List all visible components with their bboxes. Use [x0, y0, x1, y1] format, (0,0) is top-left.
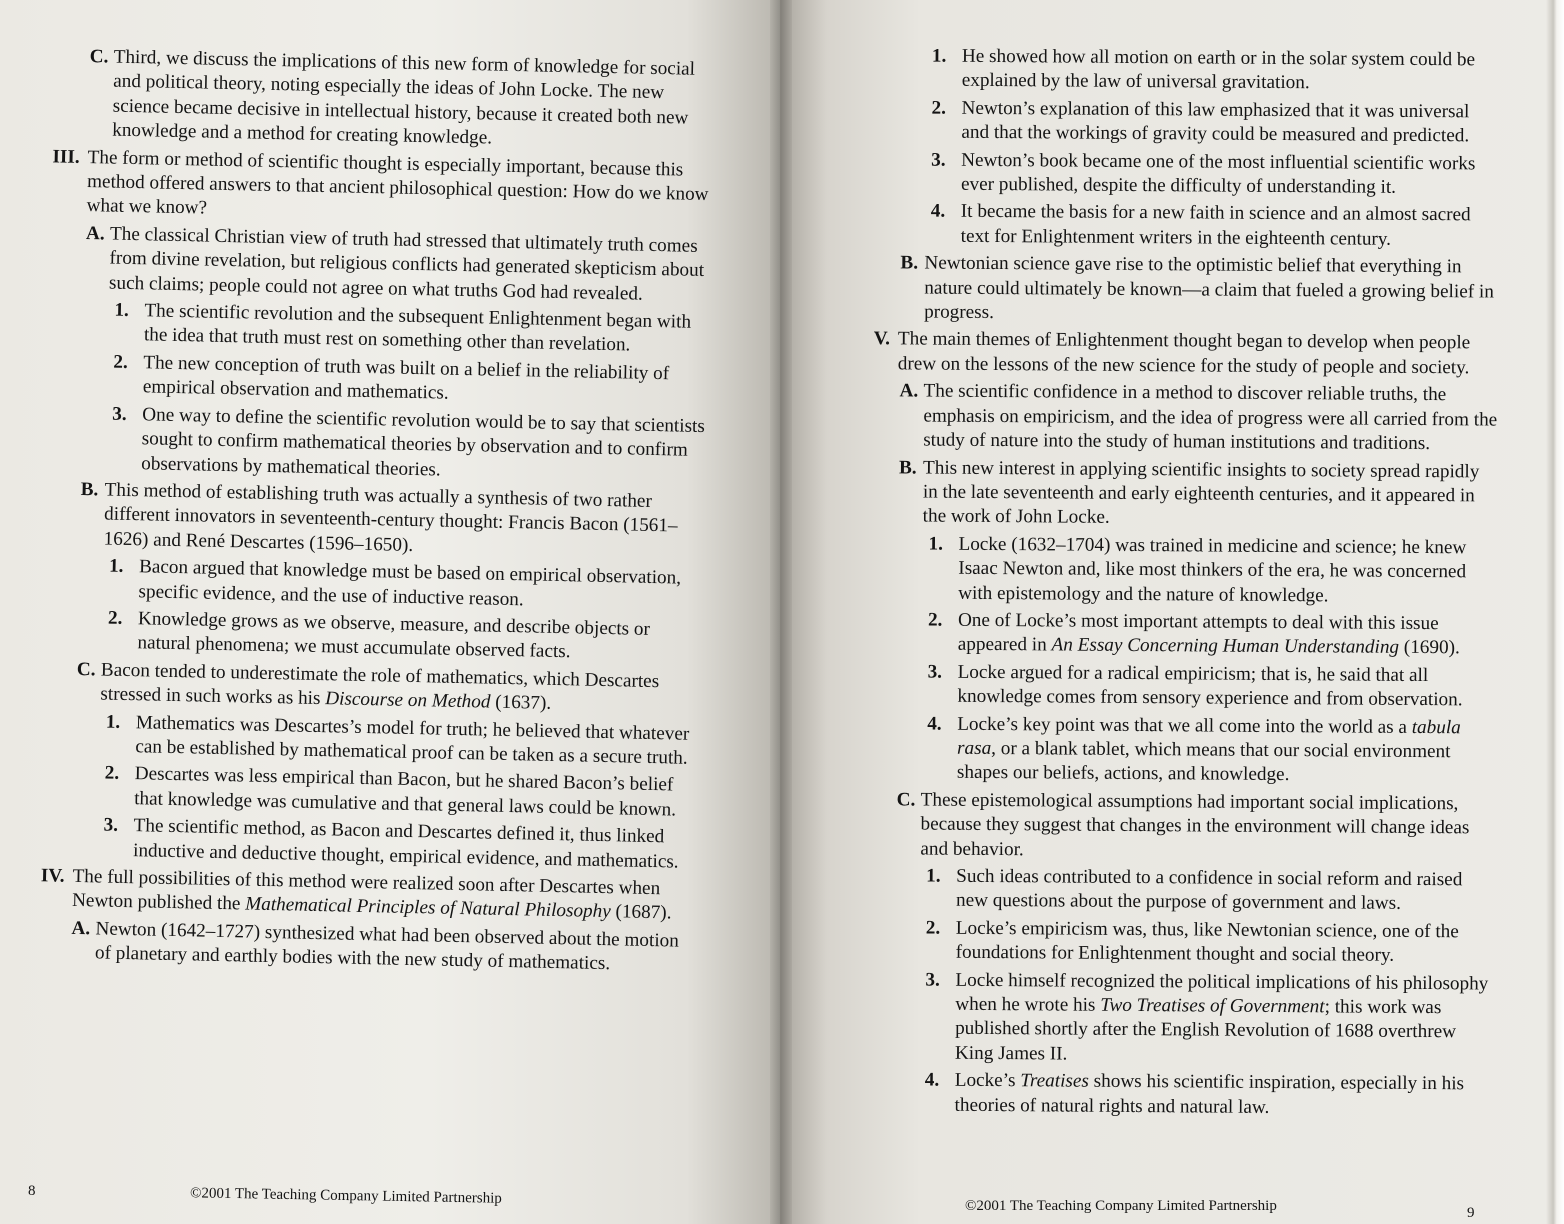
text-run: The form or method of scientific thought is especially important, because this method offered answers to that ancient philosophical question: How do we know what we know?	[86, 146, 709, 220]
outline-text	[133, 814, 700, 875]
outline-marker: 2.	[925, 917, 941, 939]
outline-marker: 3.	[925, 969, 940, 991]
text-run: Newton’s explanation of this law emphasized that it was universal and that the workings of gravity could be measured and predicted.	[961, 97, 1470, 147]
text-run: The full possibilities of this method were realized soon after Descartes when Newton published the	[71, 865, 661, 915]
outline-text	[958, 532, 1498, 609]
text-run: Third, we discuss the implications of this new form of knowledge for social and political theory, noting especially the ideas of John Locke. The new science became decisive in intellectual history, because it created both new knowledge and a method for creating knowledge.	[111, 46, 696, 149]
text-run: He showed how all motion on earth or in the solar system could be explained by the law of universal gravitation.	[961, 45, 1476, 94]
outline-marker: 1.	[114, 299, 130, 322]
outline-text	[138, 555, 705, 616]
outline-text	[137, 607, 704, 668]
outline-item	[846, 608, 1498, 661]
outline-marker: A.	[71, 917, 91, 940]
outline-item	[845, 712, 1497, 790]
outline-marker: 4.	[927, 713, 942, 735]
outline-item	[849, 96, 1501, 149]
outline-marker: A.	[899, 380, 919, 402]
outline-text	[956, 865, 1496, 918]
outline-text	[144, 299, 711, 360]
outline-marker: 2.	[104, 762, 120, 785]
outline-text	[955, 968, 1496, 1069]
italic-title: An Essay Concerning Human Understanding	[1051, 634, 1400, 659]
right-page	[780, 0, 1564, 1224]
page-number-left: 8	[28, 1183, 36, 1199]
text-run: Newtonian science gave rise to the optimistic belief that everything in nature could ultimately be known—a claim that fueled a growing belief in progress.	[924, 252, 1494, 324]
outline-marker: C.	[89, 46, 109, 68]
outline-marker: V.	[873, 328, 891, 350]
outline-item	[29, 401, 708, 488]
outline-text	[103, 478, 706, 564]
text-run: These epistemological assumptions had important social implications, because they suggest that changes in the environment will change ideas and behavior.	[920, 789, 1470, 860]
outline-text	[955, 1069, 1495, 1122]
text-run: Locke (1632–1704) was trained in medicine and science; he knew Isaac Newton and, like most thinkers of the era, he was concerned with epistemology and the nature of knowledge.	[958, 533, 1467, 606]
outline-item	[36, 44, 716, 156]
outline-text	[141, 403, 708, 488]
outline-marker: 2.	[107, 607, 123, 629]
text-run: Such ideas contributed to a confidence in social reform and raised new questions about the purpose of government and laws.	[955, 865, 1463, 915]
outline-marker: III.	[52, 145, 80, 168]
outline-item	[850, 44, 1502, 97]
text-run: (1687).	[610, 901, 672, 924]
text-run: Knowledge grows as we observe, measure, and describe objects or natural phenomena; we must accumulate observed facts.	[137, 608, 651, 663]
outline-item	[27, 477, 706, 564]
outline-text	[143, 351, 710, 412]
text-run: Descartes was less empirical than Bacon, but he shared Bacon’s belief that knowledge was cumulative and that general laws could be known.	[134, 763, 677, 821]
text-run: The scientific confidence in a method to discover reliable truths, the emphasis on empiricism, and the idea of progress were all carried from the study of nature into the study of human institutions and traditions.	[923, 380, 1498, 455]
outline-marker: 1.	[926, 865, 941, 887]
outline-marker: C.	[76, 658, 96, 681]
left-page	[0, 0, 780, 1224]
outline-text	[923, 380, 1499, 457]
outline-text	[961, 200, 1501, 253]
outline-text	[957, 661, 1497, 714]
text-run: Locke’s empiricism was, thus, like Newtonian science, one of the foundations for Enlightenment thought and social theory.	[955, 917, 1459, 967]
outline-marker: B.	[80, 478, 99, 501]
outline-text	[956, 917, 1496, 970]
text-run: Mathematics was Descartes’s model for truth; he believed that whatever can be established by mathematical proof can be taken as a secure truth.	[135, 711, 690, 769]
outline-item	[848, 251, 1500, 329]
outline-marker: 3.	[103, 814, 119, 837]
text-run: (1690).	[1398, 637, 1460, 659]
outline-item	[848, 327, 1500, 380]
outline-text	[957, 712, 1497, 789]
outline-marker: 3.	[927, 661, 943, 683]
outline-item	[844, 864, 1496, 917]
text-run: It became the basis for a new faith in science and an almost sacred text for Enlightenment writers in the eighteenth century.	[960, 201, 1471, 250]
outline-text	[898, 328, 1500, 381]
outline-text	[100, 658, 703, 719]
outline-marker: 2.	[113, 351, 128, 373]
italic-title: Discourse on Method	[325, 688, 491, 713]
outline-marker: 4.	[924, 1069, 940, 1091]
outline-text	[923, 456, 1499, 533]
text-run: Locke’s	[954, 1070, 1021, 1092]
text-run: Locke argued for a radical empiricism; that is, he said that all knowledge comes from sensory experience and from observation.	[957, 661, 1463, 711]
outline-item	[847, 455, 1499, 533]
book-spine-shadow	[770, 0, 792, 1224]
text-run: Bacon argued that knowledge must be based on empirical observation, specific evidence, and the use of inductive reason.	[138, 556, 682, 610]
text-run: , or a blank tablet, which means that our social environment shapes our beliefs, actions, and knowledge.	[956, 737, 1451, 786]
outline-item	[846, 532, 1498, 610]
outline-text	[134, 763, 701, 824]
footer-copyright-right: ©2001 The Teaching Company Limited Partnership	[965, 1198, 1277, 1214]
outline-text	[961, 97, 1501, 150]
text-run: The main themes of Enlightenment thought began to develop when people drew on the lessons of the new science for the study of people and society.	[897, 328, 1471, 379]
text-run: Newton’s book became one of the most influential scientific works ever published, despite the difficulty of understanding it.	[960, 149, 1476, 198]
outline-marker: 3.	[112, 403, 127, 425]
italic-title: Mathematical Principles of Natural Philosophy	[245, 893, 611, 923]
outline-marker: 1.	[931, 45, 947, 67]
italic-title: tabula rasa	[957, 716, 1461, 759]
outline-item	[843, 1068, 1495, 1121]
text-run: The classical Christian view of truth had stressed that ultimately truth comes from divine revelation, but religious conflicts had generated skepticism about such claims; people could not agree on what truths God had revealed.	[108, 223, 705, 305]
outline-marker: C.	[896, 789, 916, 811]
text-run: Locke’s key point was that we all come into the world as a	[957, 713, 1412, 738]
outline-marker: 4.	[930, 201, 946, 223]
right-page-outline	[842, 44, 1501, 1125]
text-run: shows his scientific inspiration, especially in his theories of natural rights and natural law.	[954, 1070, 1465, 1118]
outline-text	[112, 46, 716, 156]
outline-marker: A.	[85, 222, 105, 245]
outline-marker: B.	[898, 456, 917, 478]
outline-text	[920, 788, 1496, 865]
outline-marker: IV.	[40, 865, 65, 887]
page-edge	[1546, 0, 1564, 1224]
outline-marker: 1.	[108, 555, 124, 578]
outline-text	[924, 252, 1500, 329]
outline-marker: 1.	[928, 533, 943, 555]
outline-item	[844, 788, 1496, 866]
outline-item	[845, 660, 1497, 713]
outline-text	[958, 609, 1498, 662]
left-page-outline	[19, 44, 716, 982]
text-run: The scientific method, as Bacon and Descartes defined it, thus linked inductive and deductive thought, empirical evidence, and mathematics.	[132, 815, 679, 873]
outline-item	[849, 148, 1501, 201]
outline-item	[33, 221, 712, 308]
outline-marker: B.	[900, 252, 919, 274]
text-run: This method of establishing truth was actually a synthesis of two rather different innovators in seventeenth-century thought: Francis Bacon (1561–1626) and René Descartes (1596–1650).	[103, 479, 678, 556]
page-number-right: 9	[1467, 1205, 1475, 1221]
outline-item	[847, 379, 1499, 457]
outline-item	[34, 145, 713, 232]
outline-item	[849, 199, 1501, 252]
text-run: This new interest in applying scientific insights to society spread rapidly in the late seventeenth and early eighteenth centuries, and it appeared in the work of John Locke.	[922, 457, 1480, 529]
footer-copyright-left: ©2001 The Teaching Company Limited Partnership	[189, 1185, 502, 1207]
text-run: (1637).	[490, 691, 552, 715]
outline-marker: 2.	[927, 609, 943, 631]
outline-item	[19, 916, 698, 979]
text-run: ; this work was published shortly after the English Revolution of 1688 overthrew King James II.	[954, 996, 1457, 1065]
outline-marker: 1.	[105, 711, 121, 733]
text-run: One way to define the scientific revolution would be to say that scientists sought to confirm mathematical theories by observation and to confirm observations by mathematical theories.	[141, 403, 706, 481]
outline-text	[962, 45, 1502, 98]
outline-text	[135, 711, 702, 772]
outline-text	[109, 222, 712, 308]
text-run: Locke himself recognized the political implications of his philosophy when he wrote his	[955, 969, 1489, 1016]
outline-marker: 2.	[931, 97, 947, 119]
outline-text	[95, 917, 698, 978]
text-run: One of Locke’s most important attempts to deal with this issue appeared in	[957, 609, 1439, 656]
outline-marker: 3.	[931, 149, 946, 171]
outline-item	[843, 968, 1496, 1070]
italic-title: Treatises	[1020, 1070, 1089, 1092]
text-run: Newton (1642–1727) synthesized what had been observed about the motion of planetary and earthly bodies with the new study of mathematics.	[94, 918, 680, 975]
outline-item	[844, 916, 1496, 969]
text-run: The new conception of truth was built on a belief in the reliability of empirical observation and mathematics.	[142, 352, 670, 404]
text-run: The scientific revolution and the subsequent Enlightenment began with the idea that truth must rest on something other than revelation.	[143, 300, 692, 356]
outline-text	[86, 146, 713, 232]
italic-title: Two Treatises of Government	[1100, 994, 1325, 1018]
text-run: Bacon tended to underestimate the role of mathematics, which Descartes stressed in such works as his	[100, 659, 660, 710]
outline-text	[72, 865, 699, 927]
outline-text	[961, 148, 1501, 201]
